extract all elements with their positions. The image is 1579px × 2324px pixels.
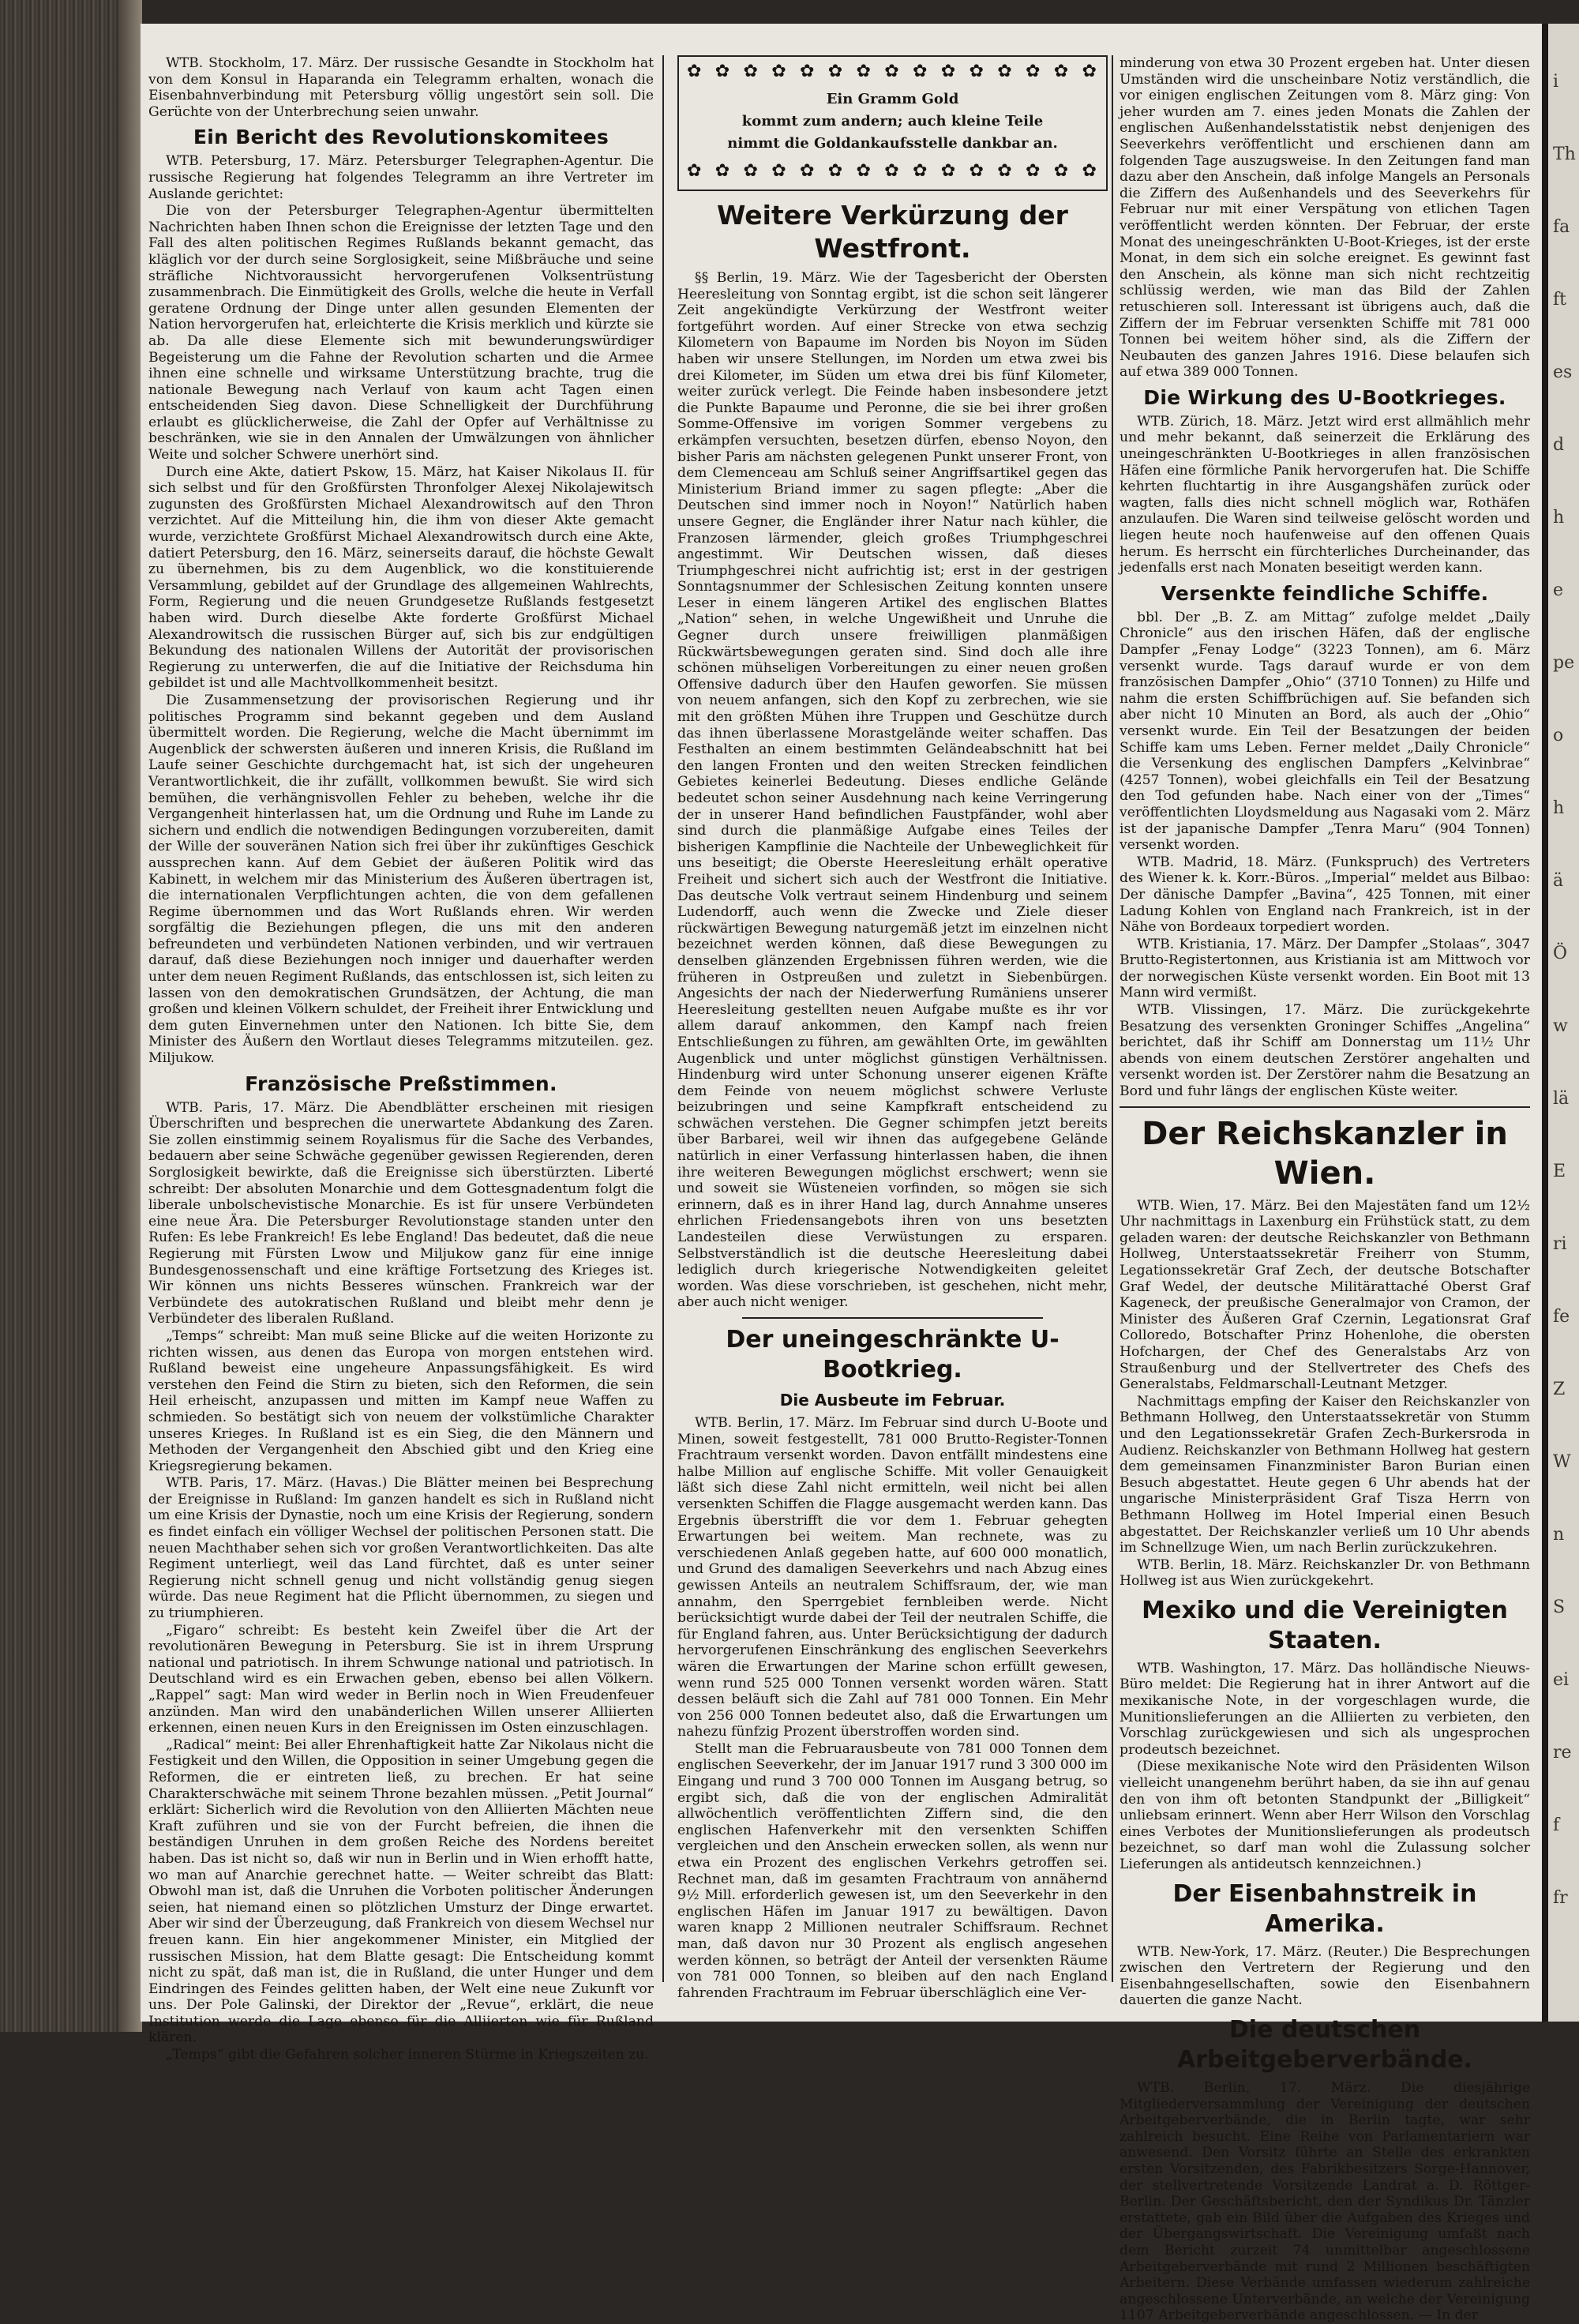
edge-text-fragment: fe — [1553, 1307, 1570, 1327]
paragraph: WTB. Paris, 17. März. Die Abendblätter erscheinen mit riesigen Überschriften und besprechen die unerwartete Abdankung des Zaren. Sie zollen einstimmig seinem Royalismus für die Sache des Verbandes, bedauern aber seine Schwäche gegenüber gewissen Regierenden, deren Sorglosigkeit bewirkte, daß die Ereignisse sich überstürzten. Liberté schreibt: Der absoluten Monarchie und dem Gottesgnadentum folgt die liberale unbolschevistische Monarchie. Es ist für unsere Verbündeten eine neue Ära. Die Petersburger Revolutionstage standen unter den Rufen: Es lebe Frankreich! Es lebe England! Das bedeutet, daß die neue Regierung mit Fürsten Lwow und Miljukow ganz für eine innige Bundesgenossenschaft und eine kräftige Fortsetzung des Krieges ist. Wir können uns nichts Besseres wünschen. Frankreich war der Verbündete des autokratischen Rußland und bleibt mehr denn je Verbündeter des liberalen Rußland. — [148, 1099, 654, 1327]
paragraph: WTB. Berlin, 18. März. Reichskanzler Dr. von Bethmann Hollweg ist aus Wien zurückgekehrt. — [1120, 1556, 1530, 1590]
paragraph: (Diese mexikanische Note wird den Präsidenten Wilson vielleicht unangenehm berührt haben, da sie ihn auf genau den von ihm oft betonten Standpunkt der „Billigkeit“ unliebsam erinnert. Wenn aber Herr Wilson den Vorschlag eines Verbotes der Munitionslieferungen als prodeutsch bezeichnet, so darf man wohl die Zulassung solcher Lieferungen als antideutsch kennzeichnen.) — [1120, 1759, 1530, 1872]
edge-text-fragment: Z — [1553, 1380, 1566, 1399]
edge-text-fragment: ri — [1553, 1234, 1567, 1254]
edge-text-fragment: S — [1553, 1598, 1566, 1617]
edge-text-fragment: o — [1553, 726, 1564, 745]
column-rule — [662, 55, 664, 1982]
paragraph: „Radical“ meint: Bei aller Ehrenhaftigkeit hatte Zar Nikolaus nicht die Festigkeit und den Willen, die Opposition in seiner Umgebung gegen die Reformen, die er eintreten ließ, zu brechen. Er hat seine Charakterschwäche mit seinem Throne bezahlen müssen. „Petit Journal“ erklärt: Sicherlich wird die Revolution von den Alliierten Mächten neue Kraft zuführen und sie von der Furcht befreien, die ihnen die beständigen Unruhen in dem großen Reiche des Nordens bereitet haben. Das ist nicht so, daß wir nun in Berlin und in Wien erhofft hatte, wo man auf Anarchie gerechnet hatte. — Weiter schreibt das Blatt: Obwohl man ist, daß die Unruhen die Vorboten politischer Änderungen seien, hat niemand einen so plötzlichen Umsturz der Dinge erwartet. Aber wir sind der Überzeugung, daß Frankreich von diesem Wechsel nur freuen kann. Ein hier angekommener Minister, ein Mitglied der russischen Mission, hat dem Blatte gesagt: Die Entscheidung kommt nicht zu spät, daß man ist, die in Rußland, die unter Hunger und dem Eindringen des Feindes gelitten haben, der Welt eine neue Zukunft vor uns. Der Pole Galinski, der Direktor der „Revue“, erklärt, die neue Institution werde die Lage ebenso für die Alliierten wie für Rußland klären. — [148, 1736, 654, 2046]
column-right — [1120, 55, 1530, 2324]
edge-text-fragment: lä — [1553, 1089, 1570, 1109]
paragraph: WTB. Madrid, 18. März. (Funkspruch) des Vertreters des Wiener k. k. Korr.-Büros. „Imperial“ meldet aus Bilbao: Der dänische Dampfer „Bavina“, 425 Tonnen, mit einer Ladung Kohlen von England nach Frankreich, ist in der Nähe von Bordeaux torpediert worden. — [1120, 854, 1530, 936]
headline-arbeitgeberverbaende: Die deutschen Arbeitgeberverbände. — [1177, 2015, 1472, 2074]
paragraph: minderung von etwa 30 Prozent ergeben hat. Unter diesen Umständen wird die unscheinbare Notiz verständlich, die vor einigen englischen Zeitungen vom 8. März ging: Von jeher wurden am 7. eines jeden Monats die Zahlen der englischen Außenhandelsstatistik nebst denjenigen des Seeverkehrs veröffentlicht und erschienen dann am folgenden Tage auszugsweise. In den Zeitungen fand man dazu aber den Anschein, daß infolge Mangels an Personals die Ziffern des Außenhandels und des Seeverkehrs für Februar nur mit einer Verspätung von etlichen Tagen veröffentlicht werden könnten. Der Februar, der erste Monat des uneingeschränkten U-Boot-Krieges, ist der erste Monat, in dem sich ein solche ereignet. Es gewinnt fast den Anschein, als könne man sich nicht rechtzeitig schlüssig werden, wie man das Bild der Zahlen retuschieren soll. Interessant ist übrigens auch, daß die Ziffern der im Februar versenkten Schiffe mit 781 000 Tonnen bei weitem höher sind, als die Ziffern der Neubauten des ganzen Jahres 1916. Diese belaufen sich auf etwa 389 000 Tonnen. — [1120, 55, 1530, 381]
paragraph: WTB. Washington, 17. März. Das holländische Nieuws-Büro meldet: Die Regierung hat in ihrer Antwort auf die mexikanische Note, in der vorgeschlagen wurde, die Munitionslieferungen an die Alliierten zu verbieten, den Vorschlag zurückgewiesen und sich als ungesprochen prodeutsch bezeichnet. — [1120, 1660, 1530, 1758]
edge-text-fragment: ä — [1553, 871, 1564, 891]
paragraph: bbl. Der „B. Z. am Mittag“ zufolge meldet „Daily Chronicle“ aus den irischen Häfen, daß der englische Dampfer „Fenay Lodge“ (3223 Tonnen), am 6. März versenkt wurde. Tags darauf wurde er von dem französischen Dampfer „Ohio“ (3710 Tonnen) zu Hilfe und nahm die ersten Schiffbrüchigen auf. Sie befanden sich aber nicht 10 Minuten an Bord, als auch der „Ohio“ versenkt wurde. Ein Teil der Besatzungen der beiden Schiffe kam ums Leben. Ferner meldet „Daily Chronicle“ die Versenkung des englischen Dampfers „Kelvinbrae“ (4257 Tonnen), wobei gleichfalls ein Teil der Besatzung den Tod gefunden habe. Nach einer von der „Times“ veröffentlichten Lloydsmeldung aus Nagasaki vom 2. März ist der japanische Dampfer „Tenra Maru“ (904 Tonnen) versenkt worden. — [1120, 609, 1530, 854]
edge-text-fragment: n — [1553, 1525, 1565, 1545]
subheadline-ausbeute: Die Ausbeute im Februar. — [779, 1391, 1006, 1410]
edge-text-fragment: E — [1553, 1162, 1566, 1181]
paragraph: §§ Berlin, 19. März. Wie der Tagesbericht der Obersten Heeresleitung von Sonntag ergibt, ist die schon seit längerer Zeit angekündigte Verkürzung der Westfront weiter fortgeführt worden. Auf einer Strecke von etwa sechzig Kilometern von Bapaume im Norden bis Noyon im Süden haben wir unsere Stellungen, im Norden um etwa zwei bis drei Kilometer, im Süden um etwa drei bis fünf Kilometer, weiter zurück verlegt. Die Feinde haben insbesondere jetzt die Punkte Bapaume und Peronne, die sie bei ihrer großen Somme-Offensive im vorigen Sommer vergebens zu erkämpfen versuchten, besetzen dürfen, ebenso Noyon, den bisher Paris am nächsten gelegenen Punkt unserer Front, von dem Clemenceau am Schluß seiner Angriffsartikel gegen das Ministerium Briand immer zu sagen pflegte: „Aber die Deutschen sind immer noch in Noyon!“ Natürlich haben unsere Gegner, die Engländer ihrer Natur nach kühler, die Franzosen lärmender, gleich großes Triumphgeschrei angestimmt. Wir Deutschen wissen, daß dieses Triumphgeschrei nicht aufrichtig ist; erst in der gestrigen Sonntagsnummer der Schlesischen Zeitung konnten unsere Leser in einem längeren Artikel des englischen Blattes „Nation“ sehen, in welche Ungewißheit und Unruhe die Gegner durch unsere freiwilligen planmäßigen Rückwärtsbewegungen geraten sind. Sind doch alle ihre schönen mühseligen Vorbereitungen zu einer neuen großen Offensive dadurch über den Haufen geworfen. Sie müssen von neuem anfangen, sich den Kopf zu zerbrechen, wie sie mit den größten Mühen ihre Truppen und Geschütze durch das ihnen überlassene Morastgelände weiter schaffen. Das Festhalten an einem bestimmten Geländeabschnitt hat bei den langen Fronten und den weiten Strecken feindlichen Gebietes keinerlei Bedeutung. Dieses endliche Gelände bedeutet schon seiner Ausdehnung nach keine Verringerung der in unserer Hand befindlichen Faustpfänder, wohl aber sind durch die planmäßige Aufgabe eines Teiles der bisherigen Kampflinie die Nachteile der Unbeweglichkeit für uns beseitigt; die Oberste Heeresleitung erhält operative Freiheit und sichert sich auch der Westfront die Initiative. Das deutsche Volk vertraut seinem Hindenburg und seinem Ludendorff, auch wenn die Zwecke und Ziele dieser rückwärtigen Bewegung naturgemäß jetzt im einzelnen nicht bezeichnet werden können, daß diese Bewegungen zu denselben glänzenden Ergebnissen führen werden, wie die früheren in Ostpreußen und zuletzt in Siebenbürgen. Angesichts der nach der Niederwerfung Rumäniens unserer Heeresleitung gestellten neuen Aufgabe mußte es ihr vor allem darauf ankommen, den Kampf nach freien Entschließungen zu führen, am gewählten Orte, im gewählten Augenblick und unter möglichst günstigen Verhältnissen. Hindenburg wird unter Schonung unserer eigenen Kräfte dem Feinde von neuem möglichst schwere Verluste beizubringen und seine Kampfkraft entscheidend zu schwächen verstehen. Die Gegner schimpfen jetzt bereits über Barbarei, weil wir ihnen das aufgegebene Gelände natürlich in einer Verfassung hinterlassen haben, die ihnen ihre weiteren Bewegungen möglichst erschwert; wenn sie und soweit sie Wüsteneien vorfinden, so mögen sie sich erinnern, daß es in ihrer Hand lag, durch Annahme unseres ehrlichen Friedensangebots ihren von uns besetzten Landesteilen diese Verwüstungen zu ersparen. Selbstverständlich ist die deutsche Heeresleitung dabei lediglich durch kriegerische Notwendigkeiten geleitet worden. Was diese vorschrieben, ist geschehen, nicht mehr, aber auch nicht weniger. — [677, 270, 1108, 1311]
ornament-border-top: ✿ ✿ ✿ ✿ ✿ ✿ ✿ ✿ ✿ ✿ ✿ ✿ ✿ ✿ ✿ — [687, 62, 1098, 81]
edge-text-fragment: pe — [1553, 653, 1575, 673]
headline-revolutionskomitee: Ein Bericht des Revolutionskomitees — [193, 126, 609, 149]
gold-notice-box — [677, 55, 1108, 191]
paragraph: WTB. Petersburg, 17. März. Petersburger Telegraphen-Agentur. Die russische Regierung hat folgendes Telegramm an ihre Vertreter im Auslande gerichtet: — [148, 153, 654, 202]
edge-text-fragment: fr — [1553, 1888, 1568, 1908]
headline-ubootkrieg: Der uneingeschränkte U-Bootkrieg. — [726, 1326, 1060, 1384]
edge-text-fragment: f — [1553, 1815, 1560, 1835]
notice-line: Ein Gramm Gold — [826, 91, 959, 107]
edge-text-fragment: w — [1553, 1016, 1568, 1036]
edge-text-fragment: Th — [1553, 145, 1576, 164]
edge-text-fragment: Ö — [1553, 944, 1568, 963]
paragraph: WTB. New-York, 17. März. (Reuter.) Die Besprechungen zwischen den Vertretern der Regierung und den Eisenbahngesellschaften, sowie den Eisenbahnern dauerten die ganze Nacht. — [1120, 1943, 1530, 2009]
paragraph: Nachmittags empfing der Kaiser den Reichskanzler von Bethmann Hollweg, den Unterstaatssekretär von Stumm und den Legationssekretär Grafen Zech-Burkersroda in Audienz. Reichskanzler von Bethmann Hollweg hat gestern dem gemeinsamen Finanzminister Baron Burian einen Besuch abgestattet. Heute gegen 6 Uhr abends hat der ungarische Ministerpräsident Graf Tisza Herrn von Bethmann Hollweg im Hotel Imperial einen Besuch abgestattet. Der Reichskanzler verließ um 10 Uhr abends im Schnellzuge Wien, um nach Berlin zurückzukehren. — [1120, 1393, 1530, 1556]
paragraph: Durch eine Akte, datiert Pskow, 15. März, hat Kaiser Nikolaus II. für sich selbst und für den Großfürsten Thronfolger Alexej Nikolajewitsch zugunsten des Großfürsten Michael Alexandrowitsch auf den Thron verzichtet. Auf die Mitteilung hin, die ihm von dieser Akte gemacht wurde, verzichtete Großfürst Michael Alexandrowitsch durch eine Akte, datiert Petersburg, den 16. März, seinerseits darauf, die höchste Gewalt zu übernehmen, bis zu dem Augenblick, wo die konstituierende Versammlung, gebildet auf der Grundlage des allgemeinen Wahlrechts, Form, Regierung und die neuen Grundgesetze Rußlands festgesetzt haben wird. Durch dieselbe Akte forderte Großfürst Michael Alexandrowitsch die russischen Bürger auf, sich bis zur endgültigen Bekundung des nationalen Willens der Autorität der provisorischen Regierung zu unterwerfen, die auf die Initiative der Reichsduma hin gebildet ist und alle Machtvollkommenheit besitzt. — [148, 464, 654, 692]
paragraph: „Temps“ schreibt: Man muß seine Blicke auf die weiten Horizonte zu richten wissen, aus denen das Europa von morgen entstehen wird. Rußland beweist eine ungeheure Anpassungsfähigkeit. Es wird verstehen den Feind die Stirn zu bieten, sich den Reformen, die sein Heil erheischt, anzupassen und mitten im Kampf neue Waffen zu schmieden. So bestätigt sich von neuem der volkstümliche Charakter unseres Krieges. In Rußland ist es ein Sieg, die den Männern und Methoden der Vergangenheit den Abschied gibt und den Krieg eine Kriegsregierung bekamen. — [148, 1327, 654, 1474]
paragraph: WTB. Berlin, 17. März. Die diesjährige Mitgliederversammlung der Vereinigung der deutschen Arbeitgeberverbände, die in Berlin tagte, war sehr zahlreich besucht. Eine Reihe von Parlamentariern war anwesend. Den Vorsitz führte an Stelle des erkrankten ersten Vorsitzenden, des Fabrikbesitzers Sorge-Hannover, der stellvertretende Vorsitzende Landrat a. D. Röttger-Berlin. Der Geschäftsbericht, den der Syndikus Dr. Tänzler erstattete, gab ein Bild über die Aufgaben des Krieges und der Übergangswirtschaft. Die Vereinigung umfaßt nach dem Bericht zurzeit 74 unmittelbar angeschlossene Arbeitgeberverbände mit rund 2 Millionen beschäftigten Arbeitern. Diese Verbände umfassen wiederum zahlreiche angeschlossene Unterverbände, an welche der Vereinigung 1107 Arbeitgeberverbände angeschlossen. — In der — [1120, 2079, 1530, 2324]
ornament-border-bottom: ✿ ✿ ✿ ✿ ✿ ✿ ✿ ✿ ✿ ✿ ✿ ✿ ✿ ✿ ✿ — [687, 161, 1098, 181]
paragraph: Die von der Petersburger Telegraphen-Agentur übermittelten Nachrichten haben Ihnen schon die Ereignisse der letzten Tage und den Fall des alten politischen Regimes Rußlands bekannt gemacht, das kläglich vor der durch seine Sorglosigkeit, seine Mißbräuche und seine sträfliche Nichtvoraussicht hervorgerufenen Volksentrüstung zusammenbrach. Die Einmütigkeit des Grolls, welche die heute in Verfall geratene Ordnung der Dinge unter allen gesunden Elementen der Nation hervorgerufen hat, erleichterte die Krisis merklich und kürzte sie ab. Da alle diese Elemente sich mit bewunderungswürdiger Begeisterung um die Fahne der Revolution scharten und die Armee ihnen eine schnelle und wirksame Unterstützung brachte, trug die nationale Bewegung nach Verlauf von kaum acht Tagen einen entscheidenden Sieg davon. Diese Schnelligkeit der Durchführung erlaubt es glücklicherweise, die Zahl der Opfer auf Verhältnisse zu beschränken, wie sie in den Annalen der Umwälzungen von ähnlicher Weite und solcher Schwere unerhört sind. — [148, 203, 654, 464]
paragraph: WTB. Berlin, 17. März. Im Februar sind durch U-Boote und Minen, soweit festgestellt, 781 000 Brutto-Register-Tonnen Frachtraum versenkt worden. Davon entfällt mindestens eine halbe Million auf englische Schiffe. Mit voller Genauigkeit läßt sich diese Zahl nicht ermitteln, weil nicht bei allen versenkten Schiffen die Flagge ausgemacht werden kann. Das Ergebnis überstrifft die vor dem 1. Februar gehegten Erwartungen bei weitem. Man rechnete, was zu verschiedenen Anlaß gegeben hatte, auf 600 000 monatlich, und Grund des damaligen Seeverkehrs und nach Abzug eines gewissen Anteils an neutralem Schiffsraum, der, wie man annahm, den Sperrgebiet fernbleiben werde. Nicht berücksichtigt wurde dabei der Teil der neutralen Schiffe, die für England fahren, aus. Unter Berücksichtigung der dadurch hervorgerufenen Einschränkung des englischen Seeverkehrs wären die Erwartungen der Marine schon erfüllt gewesen, wenn rund 525 000 Tonnen versenkt worden wären. Statt dessen beläuft sich die Zahl auf 781 000 Tonnen. Ein Mehr von 256 000 Tonnen bedeutet also, daß die Erwartungen um nahezu fünfzig Prozent überstroffen worden sind. — [677, 1415, 1108, 1740]
headline-eisenbahnstreik: Der Eisenbahnstreik in Amerika. — [1172, 1879, 1477, 1938]
headline-versenkte-schiffe: Versenkte feindliche Schiffe. — [1161, 581, 1489, 605]
article-stockholm: WTB. Stockholm, 17. März. Der russische Gesandte in Stockholm hat von dem Konsul in Haparanda ein Telegramm erhalten, wonach die Eisenbahnverbindung mit Petersburg völlig ungestört sein soll. Die Gerüchte von der Unterbrechung seien unwahr. — [148, 55, 654, 120]
headline-mexiko: Mexiko und die Vereinigten Staaten. — [1142, 1596, 1508, 1654]
headline-franzoesische-pressestimmen: Französische Preßstimmen. — [245, 1072, 557, 1095]
paragraph: Stellt man die Februarausbeute von 781 000 Tonnen dem englischen Seeverkehr, der im Januar 1917 rund 3 300 000 im Eingang und rund 3 700 000 Tonnen im Ausgang betrug, so ergibt sich, daß die von der englischen Admiralität allwöchentlich veröffentlichten Ziffern sind, die den englischen Hafenverkehr mit den versenkten Schiffen vergleichen und den Anschein erwecken sollen, als wenn nur etwa ein Prozent des englischen Verkehrs getroffen sei. Rechnet man, daß im gesamten Frachtraum von annähernd 9½ Mill. erforderlich gewesen ist, um den Seeverkehr in den englischen Häfen im Januar 1917 zu bewältigen. Davon waren knapp 2 Millionen neutraler Schiffsraum. Rechnet man, daß davon nur 30 Prozent als englisch angesehen werden können, so beträgt der Anteil der versenkten Räume von 781 000 Tonnen, so bleiben auf den nach England fahrenden Frachtraum im Februar überschläglich eine Ver- — [677, 1740, 1108, 2001]
edge-text-fragment: i — [1553, 72, 1559, 92]
edge-text-fragment: es — [1553, 362, 1573, 382]
headline-westfront: Weitere Verkürzung der Westfront. — [717, 200, 1068, 264]
notice-line: nimmt die Goldankaufsstelle dankbar an. — [727, 135, 1058, 152]
column-left — [148, 55, 654, 2063]
paragraph: Die Zusammensetzung der provisorischen Regierung und ihr politisches Programm sind bekannt gegeben und dem Ausland übermittelt worden. Die Regierung, welche die Macht übernimmt im Augenblick der schwersten äußeren und inneren Krisis, die Rußland im Laufe seiner Geschichte durchgemacht hat, ist sich der ungeheuren Verantwortlichkeit, die ihr zufällt, vollkommen bewußt. Sie wird sich bemühen, die verhängnisvollen Fehler zu beheben, welche ihr die Vergangenheit hinterlassen hat, um die Ordnung und Ruhe im Lande zu sichern und endlich die notwendigen Bedingungen vorzubereiten, damit der Wille der souveränen Nation sich frei über ihr zukünftiges Geschick aussprechen kann. Auf dem Gebiet der äußeren Politik wird das Kabinett, in welchem mir das Ministerium des Äußeren übertragen ist, die internationalen Verpflichtungen achten, die von dem gefallenen Regime übernommen und das Wort Rußlands ehren. Wir werden sorgfältig die Beziehungen pflegen, die uns mit den anderen befreundeten und verbündeten Nationen verbinden, und wir vertrauen darauf, daß diese Beziehungen noch inniger und dauerhafter werden unter dem neuen Regiment Rußlands, das entschlossen ist, sich leiten zu lassen von den demokratischen Grundsätzen, der Achtung, die man großen und kleinen Völkern schuldet, der Freiheit ihrer Entwicklung und dem guten Einvernehmen unter den Nationen. Ich bitte Sie, dem Minister des Äußern den Wortlaut dieses Telegramms mitzuteilen. gez. Miljukow. — [148, 692, 654, 1067]
paragraph: WTB. Zürich, 18. März. Jetzt wird erst allmählich mehr und mehr bekannt, daß seinerzeit die Erklärung des uneingeschränkten U-Bootkrieges in allen französischen Häfen eine förmliche Panik hervorgerufen hat. Die Schiffe kehrten fluchtartig in ihre Ausgangshäfen zurück oder wagten, falls dies nicht schnell möglich war, Rothäfen anzulaufen. Die Waren sind teilweise gelöscht worden und liegen heute noch haufenweise auf den offenen Quais herum. Es herrscht ein fürchterliches Durcheinander, das jedenfalls erst nach Monaten beseitigt werden kann. — [1120, 413, 1530, 576]
paragraph: WTB. Kristiania, 17. März. Der Dampfer „Stolaas“, 3047 Brutto-Registertonnen, aus Kristiania ist am Mittwoch vor der norwegischen Küste versenkt worden. Ein Boot mit 13 Mann wird vermißt. — [1120, 936, 1530, 1001]
edge-text-fragment: h — [1553, 798, 1565, 818]
headline-reichskanzler-wien: Der Reichskanzler in Wien. — [1120, 1106, 1530, 1193]
edge-text-fragment: d — [1553, 435, 1565, 455]
paragraph: „Figaro“ schreibt: Es besteht kein Zweifel über die Art der revolutionären Bewegung in Petersburg. Sie ist in ihrem Ursprung national und patriotisch. In ihrem Schwunge national und patriotisch. In Deutschland wird es ein Erwachen geben, ebenso bei allen Völkern. „Rappel“ sagt: Man wird weder in Berlin noch in Wien Freudenfeuer anzünden. Man wird den unabänderlichen Willen unserer Alliierten erkennen, einen neuen Kurs in den Ereignissen im Osten einzuschlagen. — [148, 1622, 654, 1736]
edge-text-fragment: re — [1553, 1743, 1572, 1763]
gutter-shadow — [1542, 24, 1548, 2022]
edge-text-fragment: ft — [1553, 290, 1566, 310]
edge-text-fragment: h — [1553, 508, 1565, 527]
edge-text-fragment: W — [1553, 1452, 1571, 1472]
separator-rule — [742, 1317, 1044, 1319]
paragraph: WTB. Wien, 17. März. Bei den Majestäten fand um 12½ Uhr nachmittags in Laxenburg ein Frühstück statt, zu dem geladen waren: der deutsche Reichskanzler von Bethmann Hollweg, Unterstaatssekretär Freiherr von Stumm, Legationssekretär Graf Zech, der deutsche Botschafter Graf Wedel, der deutsche Militärattaché Oberst Graf Kageneck, der preußische Generalmajor von Cramon, der Minister des Äußeren Graf Czernin, Legationsrat Graf Colloredo, Botschafter Prinz Hohenlohe, die obersten Hofchargen, der Chef des Generalstabs Arz von Straußenburg und der Stellvertreter des Chefs des Generalstabs, Feldmarschall-Leutnant Metzger. — [1120, 1197, 1530, 1393]
edge-text-fragment: fa — [1553, 217, 1570, 237]
page-stack-edge — [118, 0, 142, 2032]
paragraph: „Temps“ gibt die Gefahren solcher inneren Stürme in Kriegszeiten zu. — [166, 2047, 649, 2063]
notice-line: kommt zum andern; auch kleine Teile — [741, 113, 1044, 130]
book-spine — [0, 0, 134, 2032]
paragraph: WTB. Paris, 17. März. (Havas.) Die Blätter meinen bei Besprechung der Ereignisse in Rußland: Im ganzen handelt es sich in Rußland nicht um eine Krisis der Dynastie, noch um eine Krisis der Regierung, sondern es findet einfach ein völliger Wechsel der politischen Personen statt. Die neuen Machthaber sehen sich vor großen Verantwortlichkeiten. Das alte Regiment unterliegt, weil das Land fürchtet, daß es unter seiner Regierung nicht schnell genug und nicht vollständig genug siegen würde. Das neue Regiment hat die Pflicht übernommen, zu siegen und zu triumphieren. — [148, 1475, 654, 1622]
paragraph: WTB. Vlissingen, 17. März. Die zurückgekehrte Besatzung des versenkten Groninger Schiffes „Angelina“ berichtet, daß ihr Schiff am Donnerstag um 11½ Uhr abends von einem deutschen Zerstörer angehalten und versenkt worden ist. Der Zerstörer nahm die Besatzung an Bord und fuhr längs der englischen Küste weiter. — [1120, 1002, 1530, 1100]
edge-text-fragment: e — [1553, 580, 1564, 600]
newspaper-sheet — [141, 24, 1542, 2324]
column-rule — [1112, 55, 1113, 1982]
next-page-edge — [1542, 24, 1579, 2022]
edge-text-fragment: ei — [1553, 1670, 1570, 1690]
headline-wirkung-ubootkrieg: Die Wirkung des U-Bootkrieges. — [1143, 385, 1506, 409]
column-middle — [677, 55, 1108, 2001]
